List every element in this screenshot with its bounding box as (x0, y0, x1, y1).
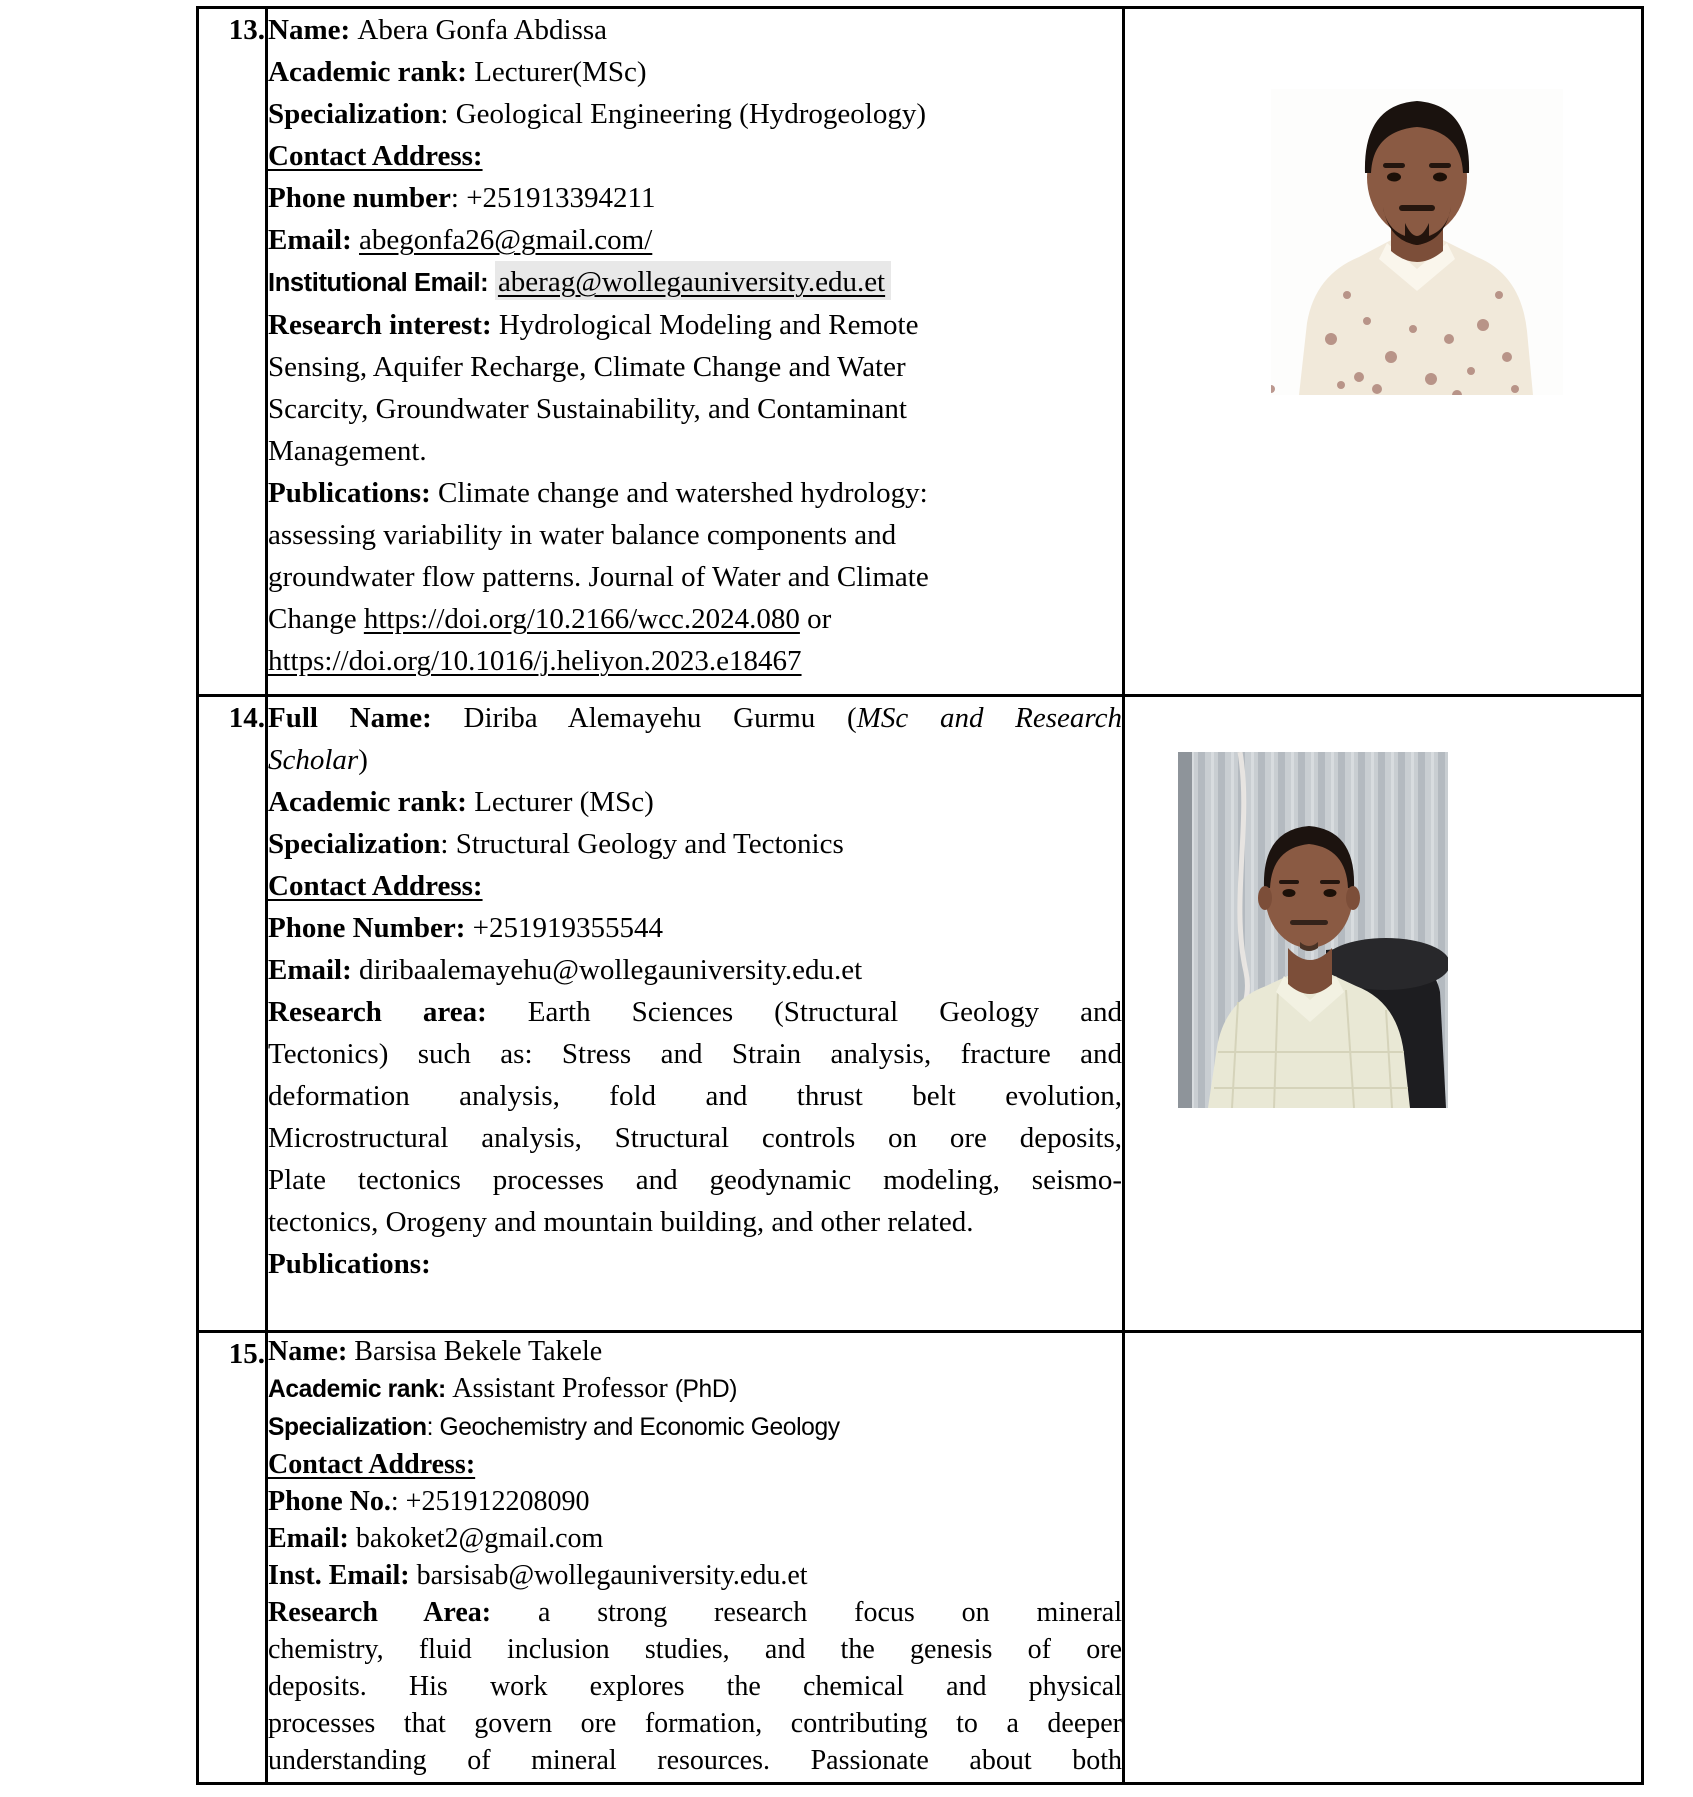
text-line (268, 304, 1122, 346)
text-line (268, 1483, 1122, 1520)
text-run: Institutional Email: (268, 269, 495, 297)
text-line (268, 1117, 1122, 1159)
portrait-photo-office (1178, 752, 1448, 1108)
text-run: deposits. His work explores the chemical and physical (268, 1671, 1122, 1702)
text-run: : +251912208090 (390, 1486, 590, 1517)
text-run: Name: (268, 1336, 355, 1367)
text-run: Phone Number: (268, 912, 473, 944)
text-line (268, 1201, 1122, 1243)
text-run: : +251913394211 (450, 182, 656, 214)
text-run: chemistry, fluid inclusion studies, and the genesis of ore (268, 1634, 1122, 1665)
text-line (268, 1742, 1122, 1779)
text-line (268, 135, 1122, 177)
photo-cell (1124, 1332, 1643, 1784)
text-run: Climate change and watershed hydrology: (438, 477, 928, 509)
faculty-row (198, 1332, 1643, 1784)
text-run: understanding of mineral resources. Passionate about both (268, 1745, 1122, 1776)
text-run: Phone No. (268, 1486, 391, 1517)
text-run: Earth Sciences (Structural Geology and (527, 996, 1122, 1028)
text-run: : Geological Engineering (Hydrogeology) (440, 98, 926, 130)
text-run: or (799, 603, 832, 635)
text-run: Scholar (268, 744, 359, 776)
row-number: 14. (198, 696, 267, 1332)
faculty-details (267, 696, 1124, 1332)
text-line (268, 51, 1122, 93)
text-run: a strong research focus on mineral (537, 1597, 1122, 1628)
text-run: Phone number (268, 182, 451, 214)
text-line (268, 598, 1122, 640)
text-run: Publications: (268, 1248, 431, 1280)
text-run: Research area: (268, 996, 528, 1028)
text-line (268, 1370, 1122, 1408)
text-run: barsisab@wollegauniversity.edu.et (416, 1560, 808, 1591)
row-number: 13. (198, 8, 267, 696)
text-run: Contact Address: (268, 870, 483, 902)
text-line (268, 1520, 1122, 1557)
text-line (268, 93, 1122, 135)
faculty-row (198, 696, 1643, 1332)
text-run: Plate tectonics processes and geodynamic modeling, seismo- (268, 1164, 1122, 1196)
text-line (268, 430, 1122, 472)
text-line (268, 739, 1122, 781)
text-run: assessing variability in water balance components and (268, 519, 897, 551)
text-run: Specialization (268, 828, 441, 860)
photo-cell (1124, 8, 1643, 696)
text-line (268, 261, 1122, 304)
text-run: : Structural Geology and Tectonics (440, 828, 844, 860)
hyperlink[interactable]: abegonfa26@gmail.com/ (359, 224, 653, 256)
text-line (268, 823, 1122, 865)
text-run: Diriba Alemayehu Gurmu ( (463, 702, 857, 734)
portrait-photo-floral-shirt (1271, 89, 1563, 395)
text-line (268, 1668, 1122, 1705)
text-run: Change (268, 603, 364, 635)
text-run: Assistant Professor (452, 1373, 675, 1404)
text-run: bakoket2@gmail.com (355, 1523, 604, 1554)
text-line (268, 1408, 1122, 1446)
text-line (268, 1594, 1122, 1631)
text-run: Barsisa Bekele Takele (354, 1336, 603, 1367)
text-run: Academic rank: (268, 1376, 453, 1403)
text-run: Research interest: (268, 309, 499, 341)
text-run: Management. (268, 435, 427, 467)
text-run: +251919355544 (472, 912, 663, 944)
text-run: Publications: (268, 477, 438, 509)
text-run: Email: (268, 224, 360, 256)
text-line (268, 556, 1122, 598)
text-run: Sensing, Aquifer Recharge, Climate Change and Water (268, 351, 906, 383)
text-run: Research Area: (268, 1597, 538, 1628)
text-line (268, 9, 1122, 51)
faculty-photo (1271, 89, 1563, 395)
text-line (268, 865, 1122, 907)
text-line (268, 1705, 1122, 1742)
text-run: Specialization (268, 1414, 427, 1441)
text-line (268, 949, 1122, 991)
text-run: Scarcity, Groundwater Sustainability, and Contaminant (268, 393, 907, 425)
text-run: Hydrological Modeling and Remote (498, 309, 919, 341)
text-run: Email: (268, 954, 360, 986)
text-line (268, 640, 1122, 682)
text-line (268, 1033, 1122, 1075)
text-run: Inst. Email: (268, 1560, 417, 1591)
text-line (268, 697, 1122, 739)
faculty-table (196, 6, 1644, 1785)
text-line (268, 1631, 1122, 1668)
text-line (268, 907, 1122, 949)
text-run: MSc and Research (856, 702, 1122, 734)
text-run: Lecturer (MSc) (474, 786, 654, 818)
faculty-row (198, 8, 1643, 696)
text-run: : Geochemistry and Economic Geology (426, 1414, 840, 1441)
faculty-photo (1178, 752, 1448, 1108)
text-run: Academic rank: (268, 786, 475, 818)
faculty-details (267, 1332, 1124, 1784)
row-number: 15. (198, 1332, 267, 1784)
text-run: Full Name: (268, 702, 464, 734)
text-run: ) (358, 744, 368, 776)
hyperlink[interactable]: https://doi.org/10.2166/wcc.2024.080 (363, 603, 800, 635)
text-run: Abera Gonfa Abdissa (357, 14, 608, 46)
text-run: Contact Address: (268, 1449, 476, 1480)
text-line (268, 1557, 1122, 1594)
text-run: Academic rank: (268, 56, 475, 88)
faculty-details (267, 8, 1124, 696)
text-run: diribaalemayehu@wollegauniversity.edu.et (359, 954, 863, 986)
text-line (268, 177, 1122, 219)
text-line (268, 1075, 1122, 1117)
text-run: tectonics, Orogeny and mountain building, and other related. (268, 1206, 974, 1238)
text-line (268, 1333, 1122, 1370)
text-run: Name: (268, 14, 358, 46)
text-run: groundwater flow patterns. Journal of Water and Climate (268, 561, 929, 593)
text-run: Specialization (268, 98, 441, 130)
text-line (268, 991, 1122, 1033)
text-run: deformation analysis, fold and thrust belt evolution, (268, 1080, 1122, 1112)
text-run: Tectonics) such as: Stress and Strain analysis, fracture and (268, 1038, 1122, 1070)
photo-cell (1124, 696, 1643, 1332)
hyperlink[interactable]: https://doi.org/10.1016/j.heliyon.2023.e18467 (268, 645, 802, 677)
text-run: Contact Address: (268, 140, 483, 172)
text-line (268, 346, 1122, 388)
text-line (268, 781, 1122, 823)
text-line (268, 472, 1122, 514)
text-run: processes that govern ore formation, contributing to a deeper (268, 1708, 1122, 1739)
text-run: Email: (268, 1523, 356, 1554)
text-run: (PhD) (674, 1376, 738, 1403)
text-run: Lecturer(MSc) (474, 56, 647, 88)
text-line (268, 1446, 1122, 1483)
text-line (268, 388, 1122, 430)
text-line (268, 1243, 1122, 1285)
hyperlink[interactable]: aberag@wollegauniversity.edu.et (495, 261, 891, 300)
text-line (268, 514, 1122, 556)
text-line (268, 219, 1122, 261)
text-run: Microstructural analysis, Structural controls on ore deposits, (268, 1122, 1122, 1154)
text-line (268, 1159, 1122, 1201)
